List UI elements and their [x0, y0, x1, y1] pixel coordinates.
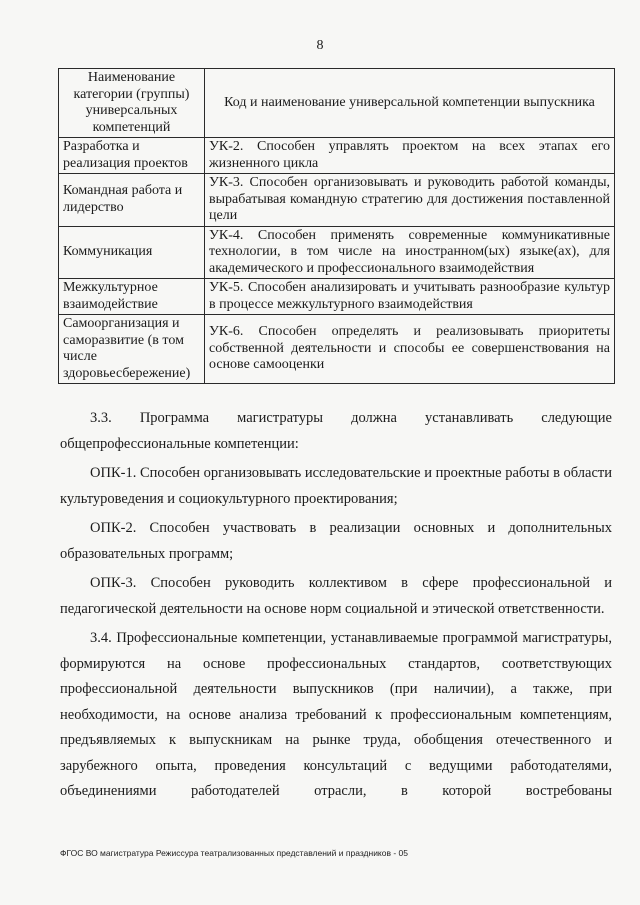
- row-category: Командная работа и лидерство: [59, 174, 205, 227]
- row-category: Межкультурное взаимодействие: [59, 279, 205, 315]
- competence-table: [58, 68, 615, 384]
- header-competence: Код и наименование универсальной компетенции выпускника: [205, 69, 615, 138]
- row-competence: УК-3. Способен организовывать и руководить работой команды, вырабатывая командную стратегию для достижения поставленной цели: [205, 174, 615, 227]
- page-footer: ФГОС ВО магистратура Режиссура театрализованных представлений и праздников - 05: [60, 848, 409, 858]
- row-category: Разработка и реализация проектов: [59, 138, 205, 174]
- table-row: [59, 174, 615, 227]
- table-row: [59, 138, 615, 174]
- body-text: [60, 406, 612, 809]
- page-number: 8: [316, 38, 324, 53]
- opk-2-paragraph: ОПК-2. Способен участвовать в реализации основных и дополнительных образовательных программ;: [60, 520, 612, 562]
- row-competence: УК-6. Способен определять и реализовывать приоритеты собственной деятельности и способы ее совершенствования на основе самооценки: [205, 315, 615, 384]
- table-header-row: [59, 69, 615, 138]
- row-competence: УК-2. Способен управлять проектом на всех этапах его жизненного цикла: [205, 138, 615, 174]
- row-competence: УК-5. Способен анализировать и учитывать разнообразие культур в процессе межкультурного взаимодействия: [205, 279, 615, 315]
- opk-3-paragraph: ОПК-3. Способен руководить коллективом в сфере профессиональной и педагогической деятельности на основе норм социальной и этической ответственности.: [60, 575, 612, 617]
- header-category: Наименование категории (группы) универсальных компетенций: [59, 69, 205, 138]
- row-competence: УК-4. Способен применять современные коммуникативные технологии, в том числе на иностранном(ых) языке(ах), для академического и профессионального взаимодействия: [205, 226, 615, 279]
- row-category: Самоорганизация и саморазвитие (в том числе здоровьесбережение): [59, 315, 205, 384]
- section-3-4-paragraph: 3.4. Профессиональные компетенции, устанавливаемые программой магистратуры, формируются на основе профессиональных стандартов, соответствующих профессиональной деятельности выпускников (при наличии), а также, при необходимости, на основе анализа требований к профессиональным компетенциям, предъявляемых к выпускникам на рынке труда, обобщения отечественного и зарубежного опыта, проведения консультаций с ведущими работодателями, объединениями работодателей отрасли, в которой востребованы: [60, 630, 612, 799]
- opk-1-paragraph: ОПК-1. Способен организовывать исследовательские и проектные работы в области культуроведения и социокультурного проектирования;: [60, 465, 613, 507]
- table-row: [59, 315, 615, 384]
- table-row: [59, 226, 615, 279]
- table-row: [59, 279, 615, 315]
- section-3-3-paragraph: 3.3. Программа магистратуры должна устанавливать следующие общепрофессиональные компетенции:: [60, 410, 612, 452]
- row-category: Коммуникация: [59, 226, 205, 279]
